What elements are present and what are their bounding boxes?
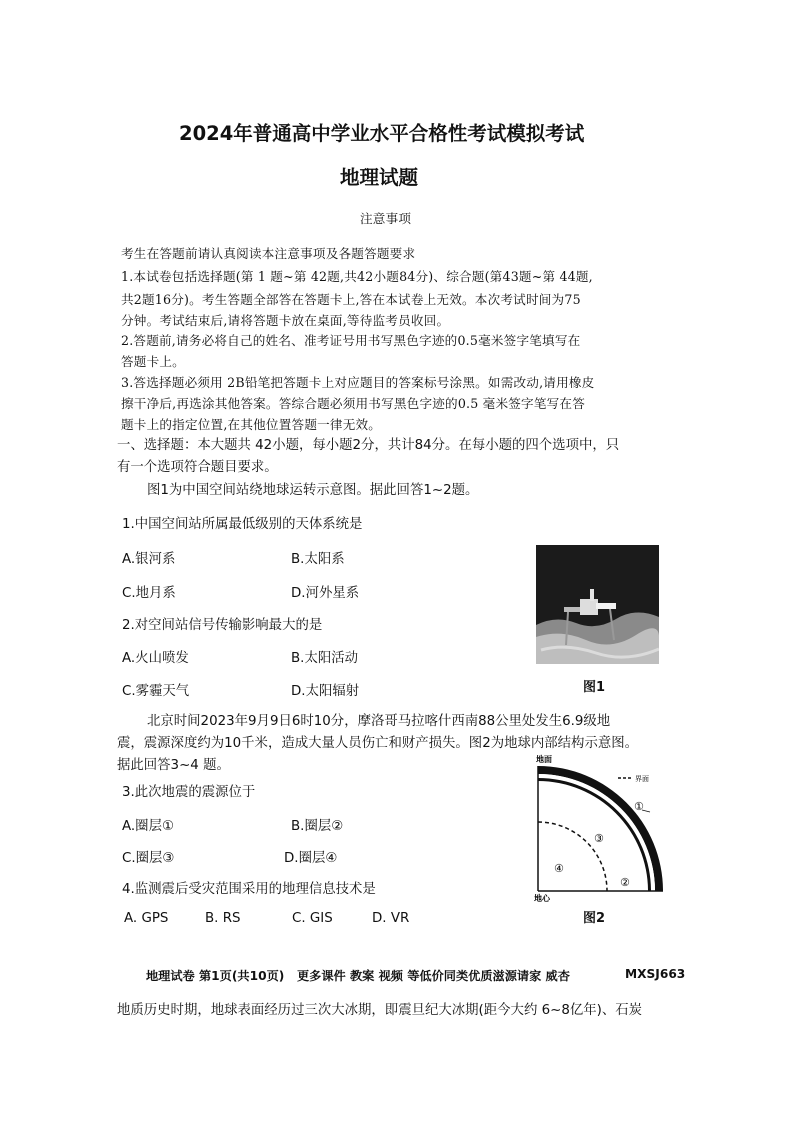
- layer-3-label: ③: [594, 832, 604, 845]
- notice-line: 1.本试卷包括选择题(第 1 题~第 42题,共42小题84分)、综合题(第43题~第 44题,: [121, 269, 593, 284]
- notice-line: 分钟。考试结束后,请将答题卡放在桌面,等待监考员收回。: [121, 313, 450, 328]
- layer-4-label: ④: [554, 862, 564, 875]
- center-label: 地心: [534, 894, 550, 903]
- notice-line: 擦干净后,再选涂其他答案。答综合题必须用书写黑色字迹的0.5 毫米签字笔写在答: [121, 396, 586, 411]
- next-page-text: 地质历史时期，地球表面经历过三次大冰期，即震旦纪大冰期(距今大约 6~8亿年)、石炭: [117, 1003, 643, 1018]
- option-d: D. VR: [372, 911, 410, 926]
- notice-line: 考生在答题前请认真阅读本注意事项及各题答题要求: [121, 246, 416, 261]
- figure-2-label: 图2: [583, 911, 606, 926]
- question-stem: 2.对空间站信号传输影响最大的是: [122, 618, 323, 633]
- layer-1-label: ①: [634, 800, 644, 813]
- notice-line: 答题卡上。: [121, 354, 185, 369]
- page-footer-left: 地理试卷 第1页(共10页): [146, 969, 285, 983]
- option-a: A. GPS: [124, 911, 169, 926]
- page-footer-code: MXSJ663: [625, 967, 686, 981]
- surface-label: 地面: [536, 755, 552, 764]
- intro-text: 据此回答3~4 题。: [117, 758, 230, 773]
- option-d: D.太阳辐射: [291, 684, 360, 699]
- exam-title: 2024年普通高中学业水平合格性考试模拟考试: [179, 122, 585, 145]
- figure-1-label: 图1: [583, 680, 606, 695]
- option-b: B.圈层②: [291, 819, 344, 834]
- option-d: D.圈层④: [284, 851, 338, 866]
- option-d: D.河外星系: [291, 586, 360, 601]
- subject-title: 地理试题: [340, 166, 419, 189]
- section-heading: 一、选择题：本大题共 42小题，每小题2分，共计84分。在每小题的四个选项中，只: [117, 438, 620, 453]
- layer-2-label: ②: [620, 876, 630, 889]
- intro-text: 震，震源深度约为10千米，造成大量人员伤亡和财产损失。图2为地球内部结构示意图。: [117, 736, 639, 751]
- option-b: B.太阳系: [291, 552, 345, 567]
- earth-interior-diagram: [530, 752, 670, 932]
- option-c: C.地月系: [122, 586, 176, 601]
- notice-line: 3.答选择题必须用 2B铅笔把答题卡上对应题目的答案标号涂黑。如需改动,请用橡皮: [121, 375, 595, 390]
- option-a: A.银河系: [122, 552, 176, 567]
- space-station-photo: [536, 545, 659, 664]
- notice-line: 2.答题前,请务必将自己的姓名、准考证号用书写黑色字迹的0.5毫米签字笔填写在: [121, 333, 581, 348]
- option-c: C. GIS: [292, 911, 333, 926]
- section-heading-cont: 有一个选项符合题目要求。: [117, 460, 278, 475]
- option-a: A.圈层①: [122, 819, 174, 834]
- option-b: B.太阳活动: [291, 651, 359, 666]
- question-stem: 1.中国空间站所属最低级别的天体系统是: [122, 517, 363, 532]
- notice-heading: 注意事项: [360, 211, 412, 226]
- option-b: B. RS: [205, 911, 241, 926]
- option-c: C.圈层③: [122, 851, 175, 866]
- question-stem: 4.监测震后受灾范围采用的地理信息技术是: [122, 882, 376, 897]
- notice-line: 题卡上的指定位置,在其他位置答题一律无效。: [121, 417, 382, 432]
- option-c: C.雾霾天气: [122, 684, 190, 699]
- notice-line: 共2题16分)。考生答题全部答在答题卡上,答在本试卷上无效。本次考试时间为75: [121, 292, 581, 307]
- legend-label: 界面: [635, 775, 649, 783]
- intro-text: 图1为中国空间站绕地球运转示意图。据此回答1~2题。: [147, 483, 479, 498]
- space-station-illustration: [536, 545, 659, 664]
- question-stem: 3.此次地震的震源位于: [122, 785, 256, 800]
- intro-text: 北京时间2023年9月9日6时10分，摩洛哥马拉喀什西南88公里处发生6.9级地: [147, 714, 611, 729]
- page-footer-promo: 更多课件 教案 视频 等低价同类优质滋源请家 威杏: [297, 969, 570, 983]
- option-a: A.火山喷发: [122, 651, 189, 666]
